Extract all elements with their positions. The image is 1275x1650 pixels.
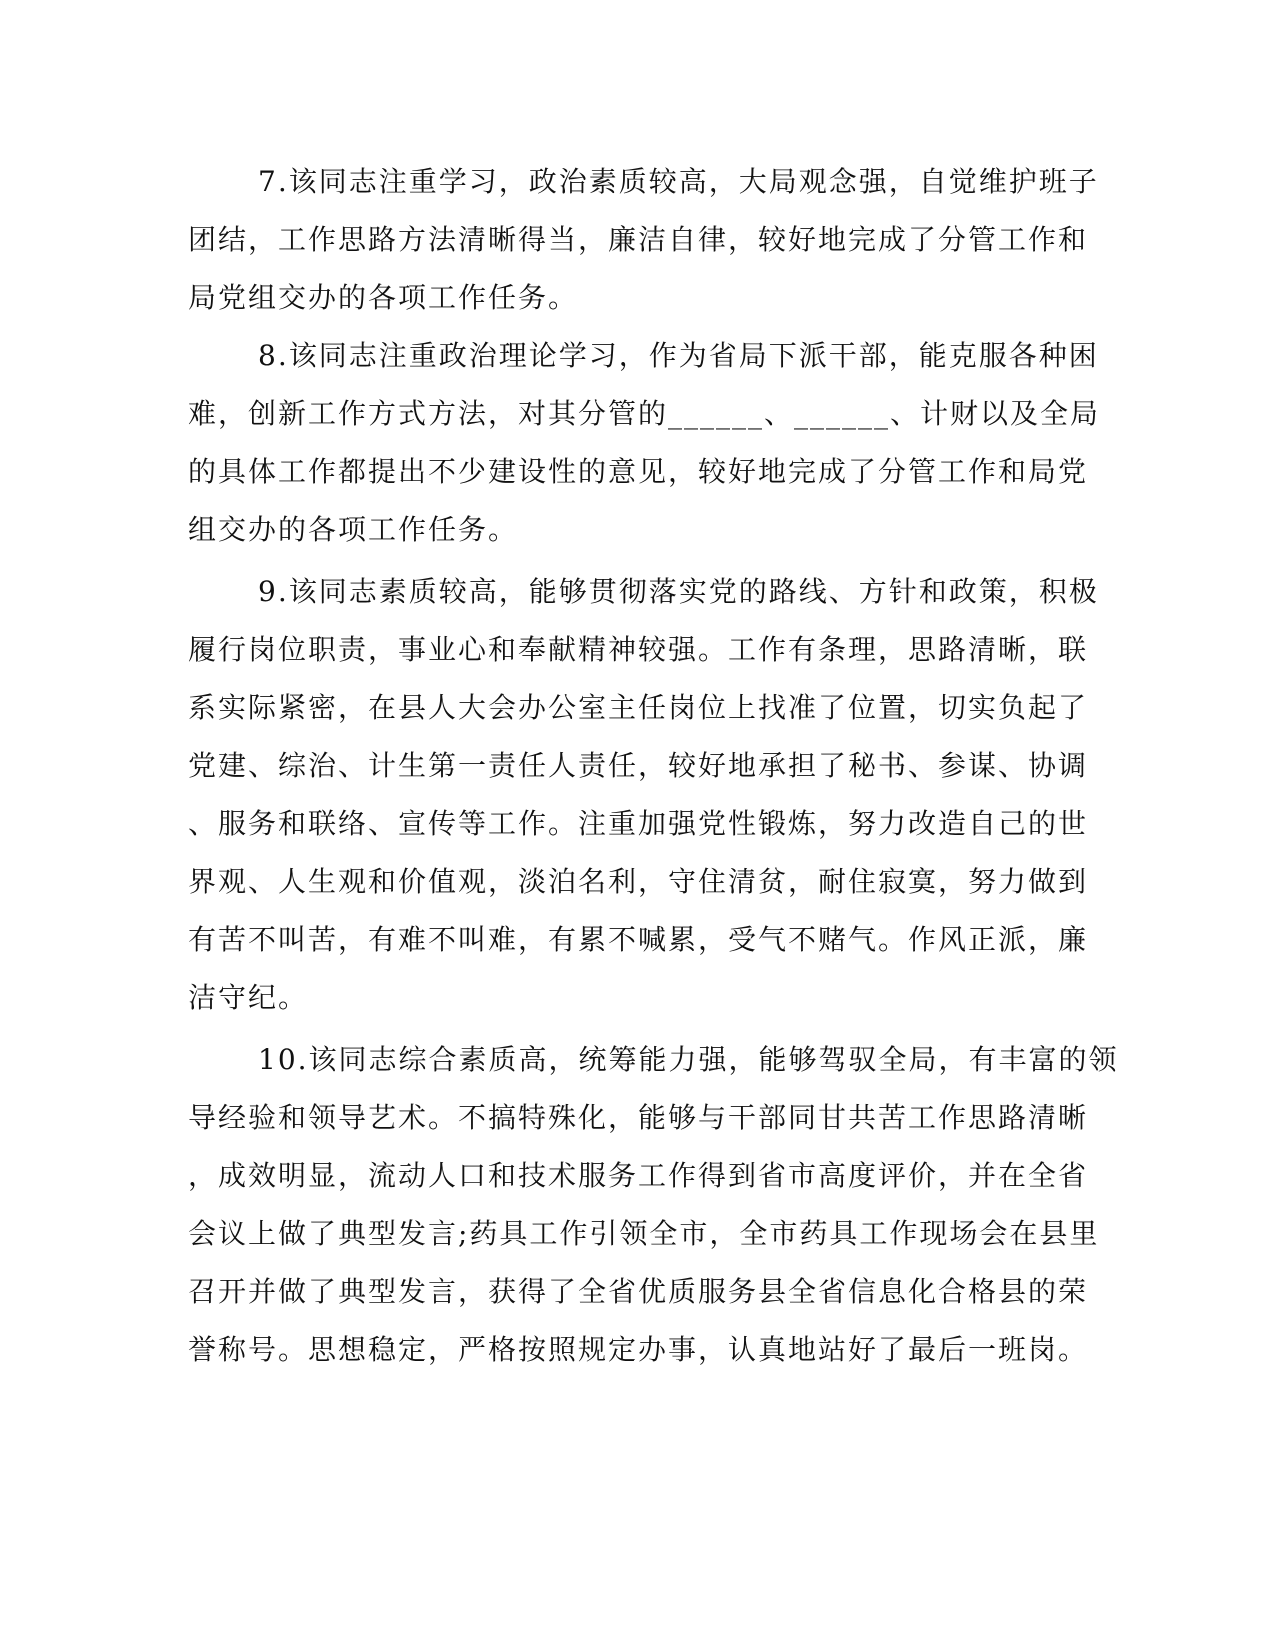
paragraph-8-line-4: 组交办的各项工作任务。 [188, 513, 519, 546]
paragraph-9-line-7: 有苦不叫苦，有难不叫难，有累不喊累，受气不赌气。作风正派，廉 [188, 923, 1089, 956]
paragraph-9-line-1: 9.该同志素质较高，能够贯彻落实党的路线、方针和政策，积极 [258, 575, 1099, 608]
paragraph-7-line-3: 局党组交办的各项工作任务。 [188, 281, 579, 314]
paragraph-8-line-2: 难，创新工作方式方法，对其分管的______、______、计财以及全局 [188, 397, 1101, 430]
paragraph-10-line-1: 10.该同志综合素质高，统筹能力强，能够驾驭全局，有丰富的领 [258, 1043, 1119, 1076]
paragraph-7-line-2: 团结，工作思路方法清晰得当，廉洁自律，较好地完成了分管工作和 [188, 223, 1089, 256]
paragraph-9-line-4: 党建、综治、计生第一责任人责任，较好地承担了秘书、参谋、协调 [188, 749, 1089, 782]
paragraph-10-line-5: 召开并做了典型发言，获得了全省优质服务县全省信息化合格县的荣 [188, 1275, 1089, 1308]
paragraph-8-line-1: 8.该同志注重政治理论学习，作为省局下派干部，能克服各种困 [258, 339, 1099, 372]
paragraph-9-line-5: 、服务和联络、宣传等工作。注重加强党性锻炼，努力改造自己的世 [188, 807, 1089, 840]
paragraph-9-line-8: 洁守纪。 [188, 981, 309, 1014]
paragraph-10-line-2: 导经验和领导艺术。不搞特殊化，能够与干部同甘共苦工作思路清晰 [188, 1101, 1089, 1134]
paragraph-9-line-2: 履行岗位职责，事业心和奉献精神较强。工作有条理，思路清晰，联 [188, 633, 1089, 666]
paragraph-10-line-4: 会议上做了典型发言;药具工作引领全市，全市药具工作现场会在县里 [188, 1217, 1100, 1250]
paragraph-10-line-6: 誉称号。思想稳定，严格按照规定办事，认真地站好了最后一班岗。 [188, 1333, 1089, 1366]
paragraph-9-line-3: 系实际紧密，在县人大会办公室主任岗位上找准了位置，切实负起了 [188, 691, 1089, 724]
paragraph-9-line-6: 界观、人生观和价值观，淡泊名利，守住清贫，耐住寂寞，努力做到 [188, 865, 1089, 898]
paragraph-7-line-1: 7.该同志注重学习，政治素质较高，大局观念强，自觉维护班子 [258, 165, 1099, 198]
paragraph-10-line-3: ，成效明显，流动人口和技术服务工作得到省市高度评价，并在全省 [188, 1159, 1089, 1192]
paragraph-8-line-3: 的具体工作都提出不少建设性的意见，较好地完成了分管工作和局党 [188, 455, 1089, 488]
